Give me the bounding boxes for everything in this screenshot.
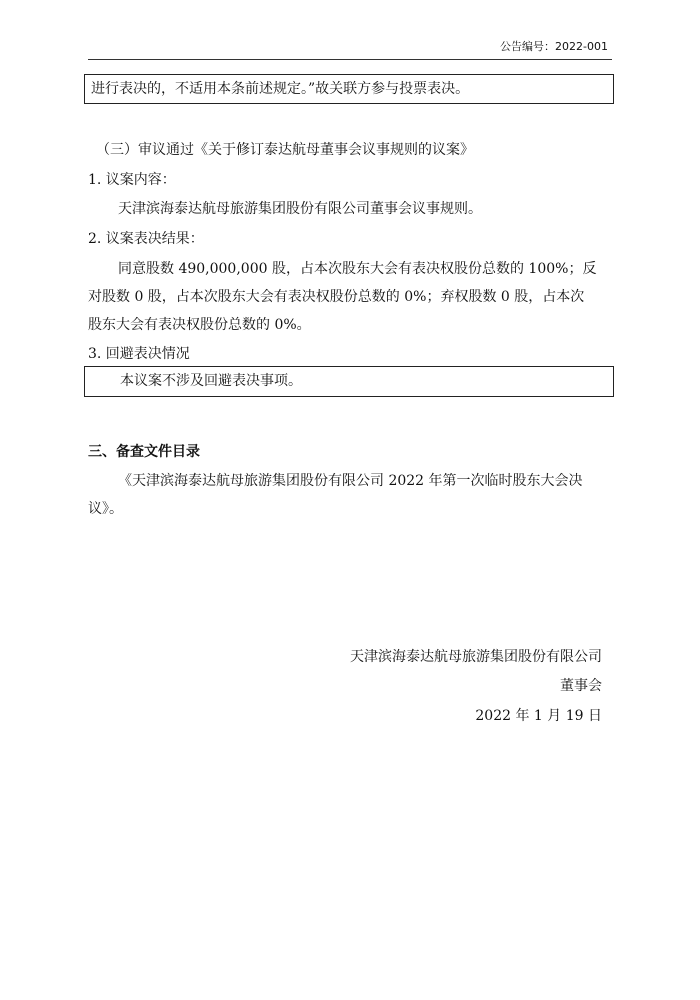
reference-file-line-1: 《天津滨海泰达航母旅游集团股份有限公司 2022 年第一次临时股东大会决 <box>118 473 583 489</box>
reference-files-heading: 三、备查文件目录 <box>88 444 200 460</box>
abstention-box <box>84 366 614 397</box>
header-code: 公告编号：2022-001 <box>500 40 608 53</box>
motion-content-text: 天津滨海泰达航母旅游集团股份有限公司董事会议事规则。 <box>118 201 482 217</box>
continued-text: 进行表决的，不适用本条前述规定。”故关联方参与投票表决。 <box>91 81 470 97</box>
continued-text-box <box>84 74 614 104</box>
abstention-text: 本议案不涉及回避表决事项。 <box>120 373 302 389</box>
header-rule <box>88 59 612 60</box>
vote-result-line-3: 股东大会有表决权股份总数的 0%。 <box>88 317 311 333</box>
motion-content-label: 1. 议案内容： <box>88 172 176 188</box>
vote-result-line-1: 同意股数 490,000,000 股，占本次股东大会有表决权股份总数的 100%；反 <box>118 261 597 277</box>
signature-date: 2022 年 1 月 19 日 <box>475 708 602 724</box>
vote-result-line-2: 对股数 0 股，占本次股东大会有表决权股份总数的 0%；弃权股数 0 股，占本次 <box>88 289 585 305</box>
vote-result-label: 2. 议案表决结果： <box>88 231 204 247</box>
signature-company: 天津滨海泰达航母旅游集团股份有限公司 <box>350 649 602 665</box>
signature-board: 董事会 <box>560 678 602 694</box>
reference-file-line-2: 议》。 <box>88 501 123 517</box>
motion-title: （三）审议通过《关于修订泰达航母董事会议事规则的议案》 <box>96 142 474 158</box>
abstention-label: 3. 回避表决情况 <box>88 346 190 362</box>
